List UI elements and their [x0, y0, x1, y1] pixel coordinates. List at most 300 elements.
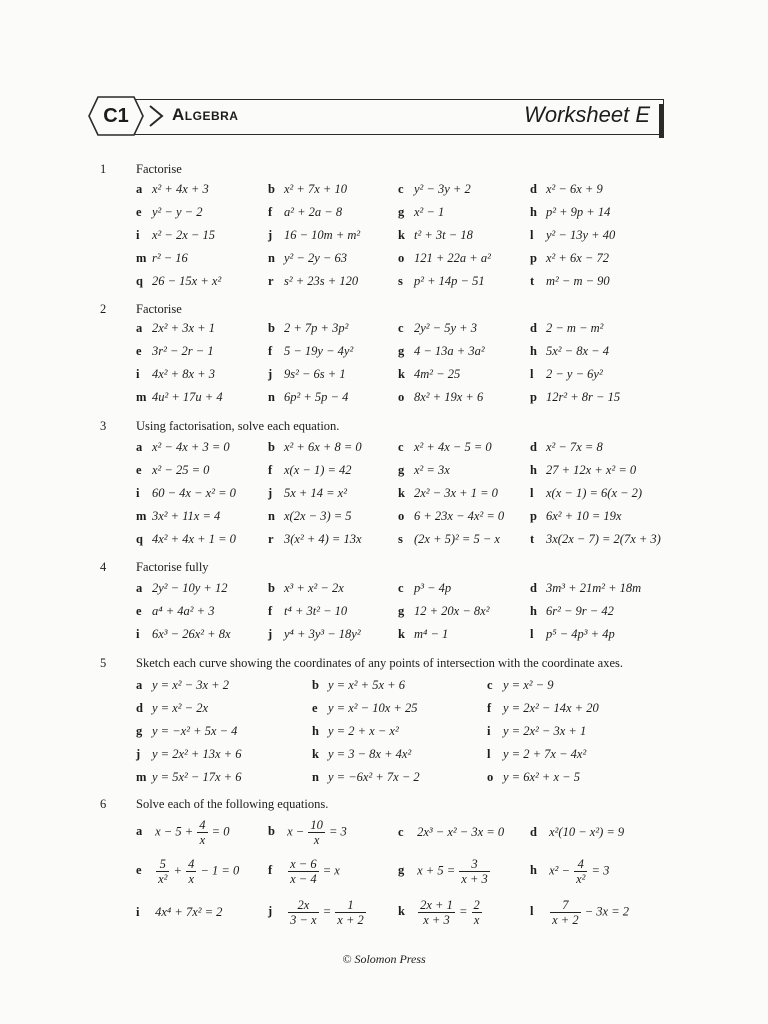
expression-text: x(x − 1) = 42	[284, 463, 352, 477]
item-label: o	[487, 770, 494, 784]
exercise-item	[530, 627, 615, 641]
item-label: f	[268, 463, 273, 477]
exercise-item	[530, 463, 636, 477]
exercise-item	[136, 182, 209, 196]
item-label: n	[268, 509, 275, 523]
fraction	[550, 898, 580, 927]
item-label: b	[268, 440, 275, 454]
equation-part: x − 5 +	[155, 824, 194, 839]
exercise-item	[487, 701, 599, 715]
exercise-item	[398, 627, 448, 641]
item-label: d	[136, 701, 143, 715]
denominator: x²	[576, 872, 586, 886]
equation-part: x −	[287, 824, 305, 839]
equation-item	[268, 857, 340, 886]
item-label: g	[398, 463, 405, 477]
exercise-item	[530, 486, 642, 500]
expression-text: x² + 4x − 5 = 0	[414, 440, 492, 454]
exercise-item	[530, 509, 621, 523]
subject-title: Algebra	[172, 105, 239, 124]
item-label: m	[136, 251, 147, 265]
item-label: a	[136, 440, 143, 454]
expression-text: t⁴ + 3t² − 10	[284, 604, 348, 618]
item-label: j	[268, 904, 273, 919]
exercise-item	[530, 367, 603, 381]
expression-text: 4x² + 8x + 3	[152, 367, 215, 381]
exercise-item	[487, 770, 580, 784]
item-label: i	[136, 627, 140, 641]
expression-text: 2y² − 5y + 3	[414, 321, 477, 335]
item-label: i	[136, 905, 140, 919]
exercise-item	[398, 532, 500, 546]
expression-text: 2 − y − 6y²	[546, 367, 603, 381]
item-label: e	[136, 205, 142, 219]
expression-text: 60 − 4x − x² = 0	[152, 486, 236, 500]
item-label: h	[530, 463, 537, 477]
exercise-item	[136, 463, 209, 477]
expression-text: x² − 25 = 0	[152, 463, 210, 477]
exercise-item	[312, 770, 420, 784]
exercise-item	[312, 701, 417, 715]
exercise-item	[136, 205, 202, 219]
expression-text: p³ − 4p	[414, 581, 452, 595]
expression-text: x² − 1	[414, 205, 445, 219]
exercise-item	[312, 724, 399, 738]
question-instruction: Sketch each curve showing the coordinates of any points of intersection with the coordinate axes.	[136, 656, 624, 670]
item-label: e	[136, 344, 142, 358]
item-label: d	[530, 321, 537, 335]
expression-text: (2x + 5)² = 5 − x	[414, 532, 500, 546]
equation-part: x² −	[549, 863, 570, 878]
exercise-item	[398, 228, 473, 242]
denominator: x	[188, 872, 195, 886]
item-label: s	[398, 532, 403, 546]
numerator: 5	[156, 857, 169, 872]
item-label: l	[530, 228, 534, 242]
chevron-right-icon	[146, 104, 166, 128]
item-label: k	[398, 627, 405, 641]
item-label: m	[136, 390, 147, 404]
expression-text: 12 + 20x − 8x²	[414, 604, 490, 618]
expression-text: y = 2 + x − x²	[328, 724, 399, 738]
item-label: b	[268, 824, 275, 839]
item-label: f	[268, 863, 273, 878]
item-label: g	[398, 863, 405, 878]
item-label: t	[530, 532, 535, 546]
expression-text: p² + 9p + 14	[546, 205, 611, 219]
fraction	[459, 857, 489, 886]
exercise-item	[530, 274, 610, 288]
item-label: d	[530, 825, 537, 839]
item-label: p	[530, 251, 537, 265]
question-number: 5	[100, 656, 107, 670]
expression-text: y = 2x² + 13x + 6	[152, 747, 242, 761]
exercise-item	[136, 724, 237, 738]
item-label: h	[530, 205, 537, 219]
expression-text: x³ + x² − 2x	[284, 581, 344, 595]
exercise-item	[487, 678, 553, 692]
item-label: d	[530, 581, 537, 595]
exercise-item	[398, 274, 485, 288]
item-label: n	[268, 251, 275, 265]
equation-part: x + 5 =	[417, 863, 456, 878]
exercise-item	[268, 463, 352, 477]
exercise-item	[268, 182, 347, 196]
expression-text: 12r² + 8r − 15	[546, 390, 621, 404]
denominator: x + 2	[552, 913, 579, 927]
exercise-item	[530, 440, 603, 454]
expression-text: x(2x − 3) = 5	[284, 509, 352, 523]
item-label: q	[136, 532, 143, 546]
item-label: n	[268, 390, 275, 404]
fraction	[186, 857, 196, 886]
item-label: f	[268, 604, 273, 618]
exercise-item	[312, 678, 405, 692]
question-number: 3	[100, 419, 107, 433]
worksheet-title: Worksheet E	[524, 102, 650, 127]
expression-text: y = 2x² − 3x + 1	[503, 724, 587, 738]
numerator: 4	[199, 818, 206, 832]
exercise-item	[136, 509, 220, 523]
item-label: g	[398, 604, 405, 618]
exercise-item	[398, 509, 504, 523]
exercise-item	[398, 251, 491, 265]
question-number: 6	[100, 797, 107, 811]
expression-text: y² − 3y + 2	[414, 182, 471, 196]
question-number: 2	[100, 302, 107, 316]
numerator: 4	[574, 857, 587, 872]
equation-part: = 3	[591, 863, 610, 878]
item-label: c	[398, 825, 404, 839]
equation-item	[136, 905, 222, 919]
item-label: d	[530, 182, 537, 196]
exercise-item	[487, 747, 586, 761]
item-label: n	[312, 770, 319, 784]
exercise-item	[530, 604, 614, 618]
exercise-item	[268, 627, 361, 641]
exercise-item	[398, 344, 485, 358]
expression-text: y = x² − 3x + 2	[152, 678, 229, 692]
item-label: t	[530, 274, 535, 288]
expression-text: 2 + 7p + 3p²	[284, 321, 349, 335]
expression-text: 121 + 22a + a²	[414, 251, 491, 265]
item-label: r	[268, 274, 274, 288]
expression-text: x² − 2x − 15	[152, 228, 215, 242]
expression-text: 26 − 15x + x²	[152, 274, 222, 288]
expression-text: y = −x² + 5x − 4	[152, 724, 238, 738]
expression-text: 2x² − 3x + 1 = 0	[414, 486, 498, 500]
item-label: e	[136, 604, 142, 618]
expression-text: 3x(2x − 7) = 2(7x + 3)	[546, 532, 661, 546]
exercise-item	[530, 344, 609, 358]
item-label: b	[268, 581, 275, 595]
exercise-item	[398, 390, 483, 404]
item-label: c	[398, 182, 404, 196]
exercise-item	[530, 205, 610, 219]
question-instruction: Using factorisation, solve each equation.	[136, 419, 340, 433]
exercise-item	[136, 390, 223, 404]
expression-text: y = x² + 5x + 6	[328, 678, 405, 692]
numerator: 10	[310, 818, 323, 832]
expression-text: 5 − 19y − 4y²	[284, 344, 354, 358]
denominator: x	[199, 833, 206, 847]
equation-item	[268, 898, 367, 927]
expression-text: 6r² − 9r − 42	[546, 604, 614, 618]
equation-item	[398, 857, 491, 886]
exercise-item	[136, 228, 215, 242]
expression-text: y² − 2y − 63	[284, 251, 347, 265]
item-label: s	[398, 274, 403, 288]
exercise-item	[268, 440, 362, 454]
exercise-item	[268, 581, 344, 595]
exercise-item	[136, 581, 227, 595]
equation-item	[530, 898, 629, 927]
equation-text: 2x³ − x² − 3x = 0	[417, 825, 505, 839]
exercise-item	[136, 251, 188, 265]
item-label: b	[268, 321, 275, 335]
equation-item	[398, 825, 504, 839]
item-label: l	[530, 367, 534, 381]
exercise-item	[136, 701, 208, 715]
expression-text: x² + 6x + 8 = 0	[284, 440, 362, 454]
expression-text: a² + 2a − 8	[284, 205, 343, 219]
item-label: m	[136, 509, 147, 523]
item-label: j	[136, 747, 141, 761]
expression-text: r² − 16	[152, 251, 188, 265]
expression-text: x² = 3x	[414, 463, 450, 477]
numerator: 2x	[288, 898, 318, 913]
exercise-item	[268, 205, 342, 219]
equation-item	[530, 857, 609, 886]
exercise-item	[530, 182, 603, 196]
item-label: a	[136, 824, 143, 839]
expression-text: 5x² − 8x − 4	[546, 344, 609, 358]
exercise-item	[268, 251, 347, 265]
question-instruction: Factorise	[136, 302, 182, 316]
equation-item	[136, 818, 229, 847]
exercise-item	[268, 321, 348, 335]
expression-text: t² + 3t − 18	[414, 228, 473, 242]
expression-text: m⁴ − 1	[414, 627, 449, 641]
exercise-item	[268, 509, 352, 523]
item-label: b	[268, 182, 275, 196]
exercise-item	[398, 440, 492, 454]
item-label: l	[530, 627, 534, 641]
item-label: i	[136, 486, 140, 500]
item-label: k	[398, 904, 405, 919]
expression-text: s² + 23s + 120	[284, 274, 359, 288]
exercise-item	[136, 440, 230, 454]
exercise-item	[268, 367, 346, 381]
exercise-item	[398, 205, 444, 219]
exercise-item	[530, 390, 620, 404]
item-label: c	[398, 321, 404, 335]
exercise-item	[398, 486, 498, 500]
equation-item	[530, 825, 624, 839]
exercise-item	[136, 321, 215, 335]
equation-part: − 1 = 0	[200, 863, 240, 878]
expression-text: 8x² + 19x + 6	[414, 390, 484, 404]
expression-text: 9s² − 6s + 1	[284, 367, 346, 381]
header-shadow	[659, 104, 664, 138]
equation-part: − 3x = 2	[584, 904, 630, 919]
item-label: a	[136, 678, 143, 692]
expression-text: y = 2 + 7x − 4x²	[503, 747, 587, 761]
exercise-item	[268, 604, 347, 618]
chapter-code: C1	[103, 105, 129, 127]
numerator: x − 6	[290, 857, 317, 871]
numerator: 4	[188, 857, 195, 871]
expression-text: x(x − 1) = 6(x − 2)	[546, 486, 643, 500]
expression-text: 6 + 23x − 4x² = 0	[414, 509, 505, 523]
question-instruction: Factorise fully	[136, 560, 209, 574]
item-label: k	[398, 228, 405, 242]
exercise-item	[268, 532, 362, 546]
expression-text: 3x² + 11x = 4	[152, 509, 221, 523]
denominator: x	[313, 833, 320, 847]
item-label: l	[487, 747, 491, 761]
exercise-item	[136, 747, 241, 761]
fraction	[308, 818, 325, 847]
fraction	[156, 857, 169, 886]
item-label: f	[268, 205, 273, 219]
expression-text: y = 2x² − 14x + 20	[503, 701, 599, 715]
fraction	[574, 857, 587, 886]
numerator: 3	[459, 857, 489, 872]
expression-text: y² − 13y + 40	[546, 228, 616, 242]
expression-text: x² − 4x + 3 = 0	[152, 440, 230, 454]
item-label: j	[268, 228, 273, 242]
equation-text: x²(10 − x²) = 9	[549, 825, 625, 839]
expression-text: y = 3 − 8x + 4x²	[328, 747, 412, 761]
question-instruction: Solve each of the following equations.	[136, 797, 329, 811]
item-label: a	[136, 581, 143, 595]
exercise-item	[136, 274, 221, 288]
item-label: e	[136, 463, 142, 477]
expression-text: y = 6x² + x − 5	[503, 770, 580, 784]
expression-text: p² + 14p − 51	[414, 274, 485, 288]
item-label: o	[398, 509, 405, 523]
equation-part: = 3	[328, 824, 347, 839]
exercise-item	[530, 321, 603, 335]
exercise-item	[268, 390, 348, 404]
exercise-item	[530, 532, 661, 546]
worksheet-header	[88, 96, 666, 138]
expression-text: 3(x² + 4) = 13x	[284, 532, 362, 546]
fraction	[197, 818, 207, 847]
item-label: q	[136, 274, 143, 288]
exercise-item	[136, 770, 241, 784]
item-label: h	[530, 863, 537, 878]
item-label: l	[530, 486, 534, 500]
item-label: p	[530, 509, 537, 523]
expression-text: 6x² + 10 = 19x	[546, 509, 622, 523]
expression-text: y = x² − 10x + 25	[328, 701, 418, 715]
exercise-item	[398, 367, 460, 381]
fraction	[288, 857, 318, 886]
item-label: i	[136, 228, 140, 242]
denominator: 3 − x	[290, 913, 317, 927]
expression-text: x² + 4x + 3	[152, 182, 209, 196]
denominator: x − 4	[290, 872, 317, 886]
exercise-item	[136, 344, 214, 358]
item-label: m	[136, 770, 147, 784]
expression-text: y = x² − 9	[503, 678, 554, 692]
exercise-item	[398, 463, 450, 477]
expression-text: y² − y − 2	[152, 205, 203, 219]
question-instruction: Factorise	[136, 162, 182, 176]
expression-text: 3m³ + 21m² + 18m	[546, 581, 642, 595]
item-label: g	[398, 344, 405, 358]
denominator: x + 3	[461, 872, 488, 886]
numerator: 2x + 1	[420, 898, 453, 912]
item-label: e	[312, 701, 318, 715]
equation-part: +	[173, 863, 182, 878]
expression-text: y = x² − 2x	[152, 701, 209, 715]
expression-text: 16 − 10m + m²	[284, 228, 361, 242]
expression-text: x² + 6x − 72	[546, 251, 609, 265]
equation-part: =	[458, 904, 468, 919]
expression-text: p⁵ − 4p³ + 4p	[546, 627, 615, 641]
fraction	[418, 898, 455, 927]
expression-text: x² − 7x = 8	[546, 440, 603, 454]
item-label: d	[530, 440, 537, 454]
item-label: g	[398, 205, 405, 219]
question-number: 1	[100, 162, 107, 176]
expression-text: 3r² − 2r − 1	[152, 344, 214, 358]
item-label: j	[268, 627, 273, 641]
exercise-item	[268, 228, 360, 242]
exercise-item	[136, 627, 231, 641]
exercise-item	[268, 344, 353, 358]
fraction	[472, 898, 482, 927]
item-label: f	[268, 344, 273, 358]
denominator: x + 2	[337, 913, 364, 927]
publisher-footer: © Solomon Press	[342, 952, 426, 966]
expression-text: m² − m − 90	[546, 274, 610, 288]
expression-text: 6p² + 5p − 4	[284, 390, 349, 404]
expression-text: x² + 7x + 10	[284, 182, 347, 196]
item-label: h	[312, 724, 319, 738]
expression-text: 6x³ − 26x² + 8x	[152, 627, 231, 641]
exercise-item	[398, 182, 471, 196]
item-label: c	[487, 678, 493, 692]
expression-text: 27 + 12x + x² = 0	[546, 463, 637, 477]
denominator: x + 3	[423, 913, 450, 927]
equation-part: = x	[322, 863, 340, 878]
item-label: k	[398, 486, 405, 500]
equation-item	[268, 818, 347, 847]
chapter-code-badge	[88, 96, 144, 136]
item-label: j	[268, 367, 273, 381]
numerator: 1	[335, 898, 365, 913]
item-label: h	[530, 344, 537, 358]
item-label: j	[268, 486, 273, 500]
exercise-item	[398, 321, 477, 335]
item-label: r	[268, 532, 274, 546]
expression-text: 2 − m − m²	[546, 321, 604, 335]
equation-part: = 0	[211, 824, 230, 839]
expression-text: 4x² + 4x + 1 = 0	[152, 532, 236, 546]
item-label: i	[487, 724, 491, 738]
exercise-item	[268, 274, 358, 288]
item-label: c	[398, 440, 404, 454]
expression-text: 2x² + 3x + 1	[152, 321, 215, 335]
item-label: p	[530, 390, 537, 404]
item-label: f	[487, 701, 492, 715]
fraction	[335, 898, 365, 927]
expression-text: 2y² − 10y + 12	[152, 581, 228, 595]
